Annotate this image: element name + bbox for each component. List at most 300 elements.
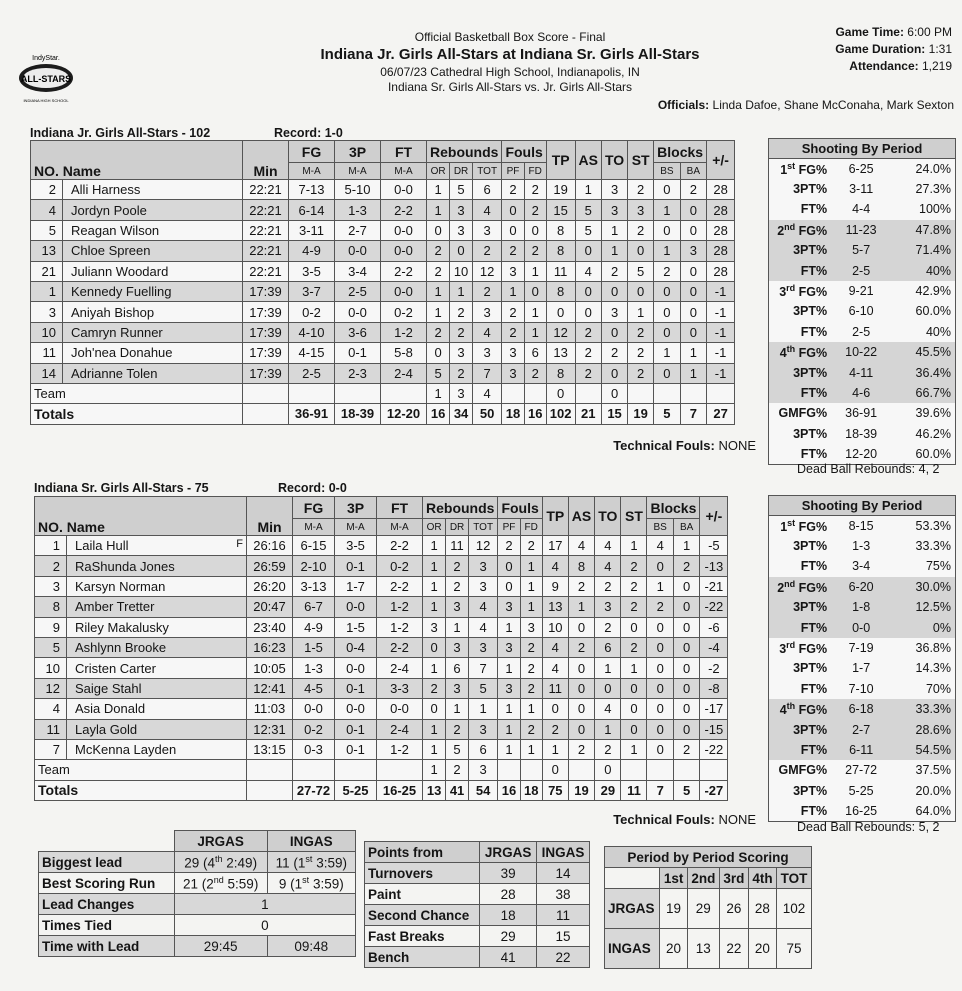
player-number: 10 [31, 322, 63, 342]
attendance-row [835, 58, 952, 75]
stat-pm: -1 [707, 281, 735, 301]
sbp-made-attempted: 12-20 [831, 444, 891, 464]
stat-st: 2 [621, 637, 647, 657]
col-fg: FG [289, 141, 335, 163]
sbp-row [769, 556, 956, 576]
total-ft: 16-25 [377, 780, 423, 800]
player-name [63, 200, 243, 220]
stat-fd: 3 [520, 617, 542, 637]
sbp-row [769, 781, 956, 801]
player-flag: F [236, 538, 243, 550]
sbp-title: Shooting By Period [769, 496, 956, 516]
stat-tot: 6 [472, 180, 502, 200]
stat-min: 11:03 [247, 699, 293, 719]
player-name-text: Ashlynn Brooke [75, 640, 167, 656]
stat-tot: 3 [468, 556, 498, 576]
sbp-made-attempted: 0-0 [831, 617, 891, 637]
points-ingas: 11 [537, 905, 590, 926]
player-number: 8 [35, 597, 67, 617]
stat-or: 1 [427, 302, 450, 322]
stat-or: 1 [423, 739, 446, 759]
col-tp: TP [546, 141, 575, 180]
stat-bs: 1 [654, 241, 680, 261]
col-fg: FG [293, 497, 335, 519]
player-name [67, 576, 247, 596]
subcol-bs-8: BS [647, 519, 673, 536]
points-ingas: 15 [537, 926, 590, 947]
col-no-name: NO. Name [35, 497, 247, 536]
stat-p3: 2-7 [335, 220, 381, 240]
total-p3: 18-39 [335, 404, 381, 424]
stat-fg: 0-3 [293, 739, 335, 759]
stat-bs: 1 [654, 343, 680, 363]
subcol-or-3: OR [427, 163, 450, 180]
player-number: 3 [31, 302, 63, 322]
stat-ft: 2-2 [377, 536, 423, 556]
sbp-row [769, 658, 956, 678]
player-row [31, 220, 735, 240]
player-number: 11 [31, 343, 63, 363]
player-number: 4 [35, 699, 67, 719]
sbp-period-suffix: st [787, 517, 796, 528]
stat-or: 0 [423, 699, 446, 719]
stat-as: 2 [568, 576, 594, 596]
sbp-stat: FG% [795, 703, 828, 718]
team-row [35, 760, 728, 780]
stat-fg: 4-10 [289, 322, 335, 342]
sbp-stat: FG% [795, 520, 828, 535]
player-row [31, 363, 735, 383]
stat-dr: 2 [446, 719, 469, 739]
stat-fd: 2 [520, 678, 542, 698]
sbp-row [769, 424, 956, 444]
col-plus-minus: +/- [700, 497, 728, 536]
stat-tp: 4 [542, 637, 568, 657]
stat-fd: 1 [524, 261, 546, 281]
stat-or: 1 [423, 576, 446, 596]
stat-pf: 3 [502, 343, 524, 363]
player-name [67, 556, 247, 576]
stat-bs: 0 [654, 180, 680, 200]
player-name [67, 719, 247, 739]
stat-ba: 0 [673, 719, 699, 739]
team-bs [647, 760, 673, 780]
stat-ba: 0 [673, 576, 699, 596]
stat-to: 4 [595, 699, 621, 719]
stat-or: 0 [427, 220, 450, 240]
stat-ba: 1 [680, 343, 706, 363]
stat-tp: 1 [542, 739, 568, 759]
stat-fd: 1 [520, 576, 542, 596]
subcol-tot-5: TOT [472, 163, 502, 180]
stat-st: 2 [628, 220, 654, 240]
stat-min: 22:21 [243, 261, 289, 281]
period-col: 3rd [719, 868, 748, 889]
totals-label: Totals [35, 780, 247, 800]
stat-pf: 1 [498, 699, 520, 719]
stat-fg: 1-3 [293, 658, 335, 678]
stat-st: 1 [621, 739, 647, 759]
time-with-lead-ingas: 09:48 [267, 936, 355, 957]
player-row [35, 576, 728, 596]
stat-pf: 0 [502, 220, 524, 240]
stat-ft: 1-2 [377, 739, 423, 759]
team-fd [524, 383, 546, 403]
team1-box-score [30, 140, 735, 425]
stat-ba: 0 [673, 678, 699, 698]
player-row [35, 719, 728, 739]
player-number: 9 [35, 617, 67, 637]
stat-ba: 0 [673, 637, 699, 657]
stat-bs: 0 [654, 302, 680, 322]
sbp-stat: FT% [800, 681, 828, 696]
period-col: 1st [660, 868, 687, 889]
totals-row [31, 404, 735, 424]
team2-box-table [34, 496, 728, 801]
subcol-bs-8: BS [654, 163, 680, 180]
stat-to: 4 [595, 556, 621, 576]
stat-as: 1 [575, 180, 601, 200]
subcol-dr-4: DR [446, 519, 469, 536]
stat-bs: 2 [647, 597, 673, 617]
stat-to: 3 [601, 200, 627, 220]
stat-pm: -22 [700, 739, 728, 759]
biggest-lead-jrgas: 29 (4th 2:49) [174, 852, 267, 873]
subcol-ba-9: BA [680, 163, 706, 180]
stat-to: 0 [601, 281, 627, 301]
stat-as: 5 [575, 220, 601, 240]
stat-tp: 2 [542, 719, 568, 739]
stat-pm: -2 [700, 658, 728, 678]
game-info [835, 24, 952, 75]
sbp-made-attempted: 2-5 [831, 260, 891, 280]
player-name [67, 597, 247, 617]
sbp-stat: FT% [800, 446, 828, 461]
points-label: Turnovers [365, 863, 480, 884]
stat-bs: 1 [647, 576, 673, 596]
sbp-row [769, 159, 956, 179]
sbp-made-attempted: 7-19 [831, 638, 891, 658]
team2-name: Indiana Sr. Girls All-Stars - 75 [34, 481, 209, 495]
total-p3: 5-25 [335, 780, 377, 800]
stat-or: 3 [423, 617, 446, 637]
team-as [568, 760, 594, 780]
stat-min: 26:59 [247, 556, 293, 576]
col-to: TO [595, 497, 621, 536]
stat-fg: 2-5 [289, 363, 335, 383]
total-st: 11 [621, 780, 647, 800]
sbp-percent: 60.0% [891, 301, 955, 321]
player-number: 1 [31, 281, 63, 301]
points-row [365, 947, 590, 968]
stat-tp: 8 [546, 281, 575, 301]
biggest-lead-ingas: 11 (1st 3:59) [267, 852, 355, 873]
stat-fg: 4-9 [289, 241, 335, 261]
stat-st: 1 [621, 658, 647, 678]
period-team: JRGAS [605, 889, 660, 929]
total-pf: 16 [498, 780, 520, 800]
stat-or: 1 [427, 200, 450, 220]
stat-to: 6 [595, 637, 621, 657]
player-number: 7 [35, 739, 67, 759]
stat-tot: 7 [472, 363, 502, 383]
stat-fd: 1 [520, 556, 542, 576]
subcol-dr-4: DR [450, 163, 473, 180]
sbp-label [769, 577, 832, 597]
sbp-stat: 3PT% [793, 783, 828, 798]
stat-tot: 3 [472, 343, 502, 363]
stat-ba: 2 [673, 739, 699, 759]
player-number: 14 [31, 363, 63, 383]
stat-p3: 0-0 [335, 597, 377, 617]
stat-fd: 0 [524, 281, 546, 301]
stat-min: 23:40 [247, 617, 293, 637]
col-as: AS [575, 141, 601, 180]
stat-st: 2 [621, 597, 647, 617]
stat-tp: 8 [546, 241, 575, 261]
stat-tp: 11 [542, 678, 568, 698]
stat-fd: 1 [520, 739, 542, 759]
sbp-stat: FG% [795, 580, 828, 595]
points-col-ingas: INGAS [537, 842, 590, 863]
stat-bs: 0 [647, 637, 673, 657]
stat-pm: 28 [707, 220, 735, 240]
stat-pf: 1 [498, 739, 520, 759]
stat-tot: 5 [468, 678, 498, 698]
stat-tot: 1 [468, 699, 498, 719]
player-name-text: Cristen Carter [75, 660, 156, 676]
sbp-percent: 27.3% [891, 179, 955, 199]
sbp-label [769, 424, 832, 444]
stat-min: 22:21 [243, 180, 289, 200]
stat-st: 0 [621, 699, 647, 719]
stat-tot: 4 [468, 597, 498, 617]
total-ft: 12-20 [381, 404, 427, 424]
sbp-made-attempted: 10-22 [831, 342, 891, 362]
team1-heading [30, 126, 430, 140]
stat-ft: 0-0 [381, 241, 427, 261]
stat-dr: 2 [446, 576, 469, 596]
total-dr: 34 [450, 404, 473, 424]
stat-pm: -5 [700, 536, 728, 556]
sbp-row [769, 281, 956, 301]
stat-dr: 3 [446, 637, 469, 657]
sbp-period: GM [778, 406, 799, 421]
total-to: 15 [601, 404, 627, 424]
col-min: Min [247, 497, 293, 536]
stat-bs: 0 [647, 719, 673, 739]
stat-dr: 5 [446, 739, 469, 759]
team-tot: 3 [468, 760, 498, 780]
stat-as: 4 [575, 261, 601, 281]
subcol-fd-7: FD [524, 163, 546, 180]
stat-tp: 10 [542, 617, 568, 637]
stat-ba: 2 [680, 180, 706, 200]
points-jrgas: 29 [480, 926, 537, 947]
stat-min: 17:39 [243, 322, 289, 342]
stat-pf: 3 [498, 637, 520, 657]
stat-as: 2 [575, 343, 601, 363]
sbp-percent: 33.3% [891, 536, 955, 556]
sbp-row [769, 322, 956, 342]
player-name-text: Joh'nea Donahue [71, 345, 173, 361]
points-ingas: 38 [537, 884, 590, 905]
stat-or: 5 [427, 363, 450, 383]
stat-min: 13:15 [247, 739, 293, 759]
stat-bs: 0 [654, 220, 680, 240]
sbp-label [769, 760, 832, 780]
sbp-row [769, 760, 956, 780]
sbp-percent: 53.3% [891, 516, 955, 536]
game-duration-value: 1:31 [928, 42, 952, 56]
sbp-stat: FT% [800, 263, 828, 278]
stat-p3: 2-3 [335, 363, 381, 383]
stat-to: 0 [601, 363, 627, 383]
stat-pm: -1 [707, 322, 735, 342]
sbp-made-attempted: 4-4 [831, 199, 891, 219]
sbp-label [769, 199, 832, 219]
player-name-text: Riley Makalusky [75, 619, 169, 635]
stat-st: 2 [628, 180, 654, 200]
stat-p3: 3-5 [335, 536, 377, 556]
stat-min: 17:39 [243, 281, 289, 301]
stat-min: 16:23 [247, 637, 293, 657]
logo-text-mid: ALL-STARS [20, 74, 72, 84]
stat-or: 0 [427, 343, 450, 363]
sbp-percent: 40% [891, 322, 955, 342]
sbp-row [769, 220, 956, 240]
sbp-row [769, 179, 956, 199]
sbp-row [769, 801, 956, 821]
stat-ft: 0-0 [377, 699, 423, 719]
stat-tp: 17 [542, 536, 568, 556]
stat-p3: 1-7 [335, 576, 377, 596]
col-plus-minus: +/- [707, 141, 735, 180]
col-fouls: Fouls [498, 497, 542, 519]
player-name [67, 739, 247, 759]
player-name-text: Juliann Woodard [71, 263, 169, 279]
stat-bs: 0 [647, 678, 673, 698]
sbp-stat: FT% [800, 559, 828, 574]
stat-p3: 0-0 [335, 241, 381, 261]
stat-p3: 3-6 [335, 322, 381, 342]
stat-or: 2 [427, 322, 450, 342]
stat-tot: 12 [472, 261, 502, 281]
col-fouls: Fouls [502, 141, 546, 163]
sbp-stat: FT% [800, 385, 828, 400]
team-dr: 3 [450, 383, 473, 403]
stat-fd: 1 [524, 302, 546, 322]
stat-tp: 13 [542, 597, 568, 617]
subcol-fd-7: FD [520, 519, 542, 536]
stat-dr: 1 [446, 617, 469, 637]
stat-dr: 2 [450, 322, 473, 342]
stat-ft: 2-4 [377, 658, 423, 678]
team-ba [673, 760, 699, 780]
player-row [35, 556, 728, 576]
col-tp: TP [542, 497, 568, 536]
biggest-lead-row [39, 852, 356, 873]
stat-bs: 0 [647, 658, 673, 678]
sbp-percent: 100% [891, 199, 955, 219]
stat-to: 0 [595, 678, 621, 698]
sbp-made-attempted: 4-11 [831, 362, 891, 382]
stat-fd: 2 [520, 658, 542, 678]
stat-pm: -1 [707, 302, 735, 322]
sbp-label [769, 740, 832, 760]
stat-p3: 0-1 [335, 343, 381, 363]
player-row [35, 699, 728, 719]
period-row [605, 889, 812, 929]
stat-tp: 19 [546, 180, 575, 200]
stat-st: 0 [621, 678, 647, 698]
sbp-stat: FG% [795, 346, 828, 361]
officials-line [658, 98, 954, 112]
stat-ba: 0 [680, 281, 706, 301]
sbp-made-attempted: 2-7 [831, 719, 891, 739]
times-tied-label: Times Tied [39, 915, 175, 936]
stat-tp: 15 [546, 200, 575, 220]
player-row [31, 322, 735, 342]
sbp-period: 2 [777, 223, 785, 238]
sbp-row [769, 536, 956, 556]
subcol-ma-0: M-A [289, 163, 335, 180]
stat-min: 12:31 [247, 719, 293, 739]
matchup-line: Indiana Sr. Girls All-Stars vs. Jr. Girls All-Stars [387, 80, 633, 94]
stat-st: 0 [621, 719, 647, 739]
stat-ft: 0-0 [381, 180, 427, 200]
stat-dr: 3 [450, 200, 473, 220]
stat-tot: 4 [468, 617, 498, 637]
stat-tot: 2 [472, 241, 502, 261]
stat-fd: 1 [520, 699, 542, 719]
stat-pf: 3 [502, 261, 524, 281]
stat-bs: 0 [647, 699, 673, 719]
sbp-row [769, 516, 956, 536]
stat-dr: 1 [450, 281, 473, 301]
sbp-row [769, 597, 956, 617]
stat-tot: 3 [468, 719, 498, 739]
sbp-label [769, 362, 832, 382]
game-time-value: 6:00 PM [907, 25, 952, 39]
stat-to: 1 [601, 220, 627, 240]
subcol-pf-6: PF [498, 519, 520, 536]
box-score-subtitle: Official Basketball Box Score - Final [414, 30, 606, 44]
stat-tp: 0 [546, 302, 575, 322]
stat-bs: 4 [647, 536, 673, 556]
stat-pm: -1 [707, 343, 735, 363]
team1-shooting-by-period [768, 138, 956, 465]
sbp-made-attempted: 3-11 [831, 179, 891, 199]
sbp-percent: 40% [891, 260, 955, 280]
stat-to: 3 [601, 180, 627, 200]
player-number: 1 [35, 536, 67, 556]
lead-table-corner [39, 831, 175, 852]
stat-to: 4 [595, 536, 621, 556]
stat-ft: 2-4 [381, 363, 427, 383]
sbp-made-attempted: 27-72 [831, 760, 891, 780]
stat-as: 0 [575, 241, 601, 261]
sbp-row [769, 403, 956, 423]
player-row [31, 241, 735, 261]
player-number: 2 [35, 556, 67, 576]
stat-pf: 2 [502, 241, 524, 261]
sbp-row [769, 383, 956, 403]
period-scoring-title: Period by Period Scoring [605, 847, 812, 868]
stat-dr: 5 [450, 180, 473, 200]
stat-tp: 13 [546, 343, 575, 363]
stat-pf: 3 [498, 597, 520, 617]
